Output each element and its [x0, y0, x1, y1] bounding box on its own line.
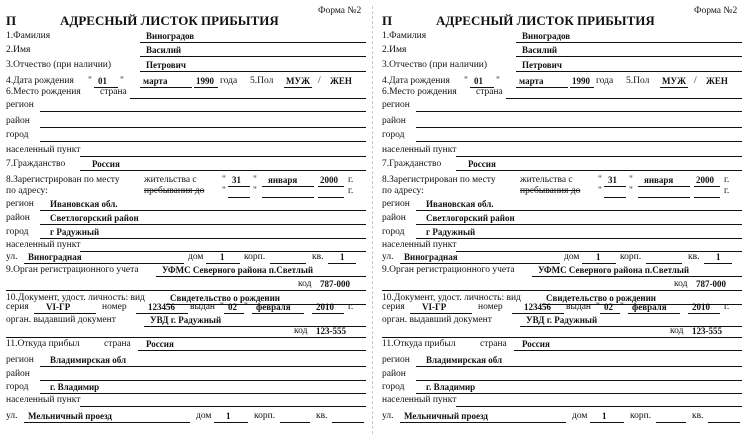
id-issue-year-line	[312, 313, 344, 314]
from-city-label: город	[382, 382, 405, 392]
birthplace-region-label: регион	[6, 100, 34, 110]
birthplace-settlement-line	[456, 156, 742, 157]
dob-month-value: марта	[519, 76, 544, 86]
birthplace-city-label: город	[382, 130, 405, 140]
id-issue-month-line	[628, 313, 680, 314]
stay-month-line	[638, 197, 690, 198]
stay-year-line	[318, 197, 344, 198]
reg-year-value: 2000	[320, 175, 338, 185]
birthplace-settlement-label: населенный пункт	[6, 145, 81, 155]
reg-district-label: район	[382, 213, 406, 223]
id-issued-label: выдан	[190, 302, 216, 312]
birthplace-region-line	[40, 111, 366, 112]
reg-house-label: дом	[564, 252, 580, 262]
dob-label: 4.Дата рождения	[6, 76, 74, 86]
birthplace-city-line	[416, 141, 742, 142]
from-street-label: ул.	[382, 411, 394, 421]
reg-street-line	[400, 263, 560, 264]
from-building-line	[280, 422, 310, 423]
birthplace-region-line	[416, 111, 742, 112]
stay-year-line	[694, 197, 720, 198]
id-issuer-code-line	[382, 337, 742, 338]
surname-line	[516, 42, 742, 43]
id-number-label: номер	[478, 302, 503, 312]
dob-quote-open: "	[464, 76, 468, 86]
id-issue-month-line	[252, 313, 304, 314]
reg-region-line	[416, 210, 742, 211]
reg-city-label: город	[6, 227, 29, 237]
stay-quote-close: "	[629, 186, 633, 196]
name-line	[140, 56, 366, 57]
stay-label: пребывания до	[144, 186, 205, 196]
citizenship-label: 7.Гражданство	[382, 159, 442, 169]
id-quote-open: "	[220, 302, 224, 312]
birthplace-region-label: регион	[382, 100, 410, 110]
reg-month-value: января	[268, 175, 298, 185]
from-building-label: корп.	[630, 411, 652, 421]
from-country-value: Россия	[146, 339, 174, 349]
dob-quote-close: "	[120, 76, 124, 86]
from-apartment-line	[708, 422, 740, 423]
stay-quote-close: "	[253, 186, 257, 196]
id-issuer-code-label: код	[670, 326, 684, 336]
citizenship-label: 7.Гражданство	[6, 159, 66, 169]
from-district-label: район	[6, 369, 30, 379]
sex-female-value: ЖЕН	[706, 76, 728, 86]
id-number-value: 123456	[148, 302, 175, 312]
reg-house-line	[582, 263, 616, 264]
from-apartment-line	[332, 422, 364, 423]
authority-code-line	[382, 290, 742, 291]
from-region-line	[40, 366, 366, 367]
reg-house-label: дом	[188, 252, 204, 262]
from-settlement-label: населенный пункт	[6, 395, 81, 405]
from-country-value: Россия	[522, 339, 550, 349]
dob-year-line	[194, 87, 218, 88]
id-issue-year-line	[688, 313, 720, 314]
reg-quote-close: "	[253, 175, 257, 185]
registered-label-line2: по адресу:	[382, 186, 424, 196]
from-country-label: страна	[104, 339, 131, 349]
birthplace-label: 6.Место рождения	[6, 87, 81, 97]
reg-month-line	[262, 186, 314, 187]
from-city-value: г. Владимир	[50, 382, 100, 392]
sex-male-line	[660, 87, 688, 88]
id-issue-year-label: г.	[348, 302, 354, 312]
birthplace-country-label: страна	[476, 87, 503, 97]
id-issue-day-line	[600, 313, 620, 314]
reg-apartment-line	[328, 263, 356, 264]
id-number-line	[136, 313, 188, 314]
reg-year-label: г.	[724, 175, 730, 185]
reg-quote-close: "	[629, 175, 633, 185]
reg-city-value: г Радужный	[50, 227, 100, 237]
birthplace-district-label: район	[382, 116, 406, 126]
from-street-line	[24, 422, 190, 423]
id-issue-month-value: февраля	[632, 302, 667, 312]
from-country-line	[138, 350, 366, 351]
stay-quote-open: "	[598, 186, 602, 196]
id-number-value: 123456	[524, 302, 551, 312]
id-quote-close: "	[244, 302, 248, 312]
form-number: Форма №2	[694, 6, 738, 16]
reg-street-value: Виноградная	[404, 252, 458, 262]
patronymic-label: 3.Отчество (при наличии)	[6, 60, 112, 70]
name-label: 2.Имя	[382, 45, 407, 55]
id-issuer-value: УВД г. Радужный	[526, 315, 598, 325]
reg-building-line	[270, 263, 306, 264]
residence-label: жительства с	[144, 175, 197, 185]
birthplace-settlement-label: населенный пункт	[382, 145, 457, 155]
stay-day-line	[604, 197, 626, 198]
from-city-value: г. Владимир	[426, 382, 476, 392]
reg-apartment-value: 1	[340, 252, 345, 262]
patronymic-value: Петрович	[146, 60, 186, 70]
arrived-from-label: 11.Откуда прибыл	[6, 339, 80, 349]
id-doc-label: 10.Документ, удост. личность: вид	[6, 293, 145, 303]
dob-day-value: 01	[474, 76, 483, 86]
dob-year-label: года	[596, 76, 614, 86]
sex-slash: /	[694, 76, 697, 86]
citizenship-value: Россия	[92, 159, 120, 169]
patronymic-line	[140, 71, 366, 72]
birthplace-district-line	[416, 127, 742, 128]
sex-female-value: ЖЕН	[330, 76, 352, 86]
authority-line	[156, 276, 366, 277]
sex-label: 5.Пол	[250, 76, 274, 86]
from-city-line	[416, 393, 742, 394]
id-issue-year-label: г.	[724, 302, 730, 312]
surname-value: Виноградов	[146, 31, 195, 41]
authority-code-line	[6, 290, 366, 291]
arrival-form-right	[376, 0, 748, 440]
authority-code-label: код	[674, 279, 688, 289]
authority-value: УФМС Северного района п.Светлый	[538, 265, 690, 275]
reg-district-label: район	[6, 213, 30, 223]
stay-month-line	[262, 197, 314, 198]
sex-label: 5.Пол	[626, 76, 650, 86]
reg-street-label: ул.	[382, 252, 394, 262]
id-issuer-code-value: 123-555	[316, 326, 346, 336]
reg-city-line	[416, 238, 742, 239]
reg-day-value: 31	[232, 175, 241, 185]
reg-settlement-label: населенный пункт	[382, 240, 457, 250]
from-apartment-label: кв.	[316, 411, 328, 421]
id-number-line	[512, 313, 564, 314]
id-series-label: серия	[382, 302, 405, 312]
birthplace-label: 6.Место рождения	[382, 87, 457, 97]
dob-label: 4.Дата рождения	[382, 76, 450, 86]
id-quote-open: "	[596, 302, 600, 312]
reg-house-value: 1	[220, 252, 225, 262]
reg-month-value: января	[644, 175, 674, 185]
id-issuer-label: орган. выдавший документ	[382, 315, 492, 325]
id-series-line	[34, 313, 96, 314]
from-street-label: ул.	[6, 411, 18, 421]
authority-code-value: 787-000	[696, 279, 726, 289]
reg-building-label: корп.	[244, 252, 266, 262]
arrival-form-left	[0, 0, 372, 440]
birthplace-district-label: район	[6, 116, 30, 126]
reg-year-label: г.	[348, 175, 354, 185]
stay-year-label: г.	[348, 186, 354, 196]
citizenship-value: Россия	[468, 159, 496, 169]
reg-quote-open: "	[598, 175, 602, 185]
id-doc-label: 10.Документ, удост. личность: вид	[382, 293, 521, 303]
reg-street-value: Виноградная	[28, 252, 82, 262]
residence-label: жительства с	[520, 175, 573, 185]
dob-quote-open: "	[88, 76, 92, 86]
id-issue-day-value: 02	[604, 302, 613, 312]
reg-apartment-label: кв.	[688, 252, 700, 262]
from-street-value: Мельничный проезд	[28, 411, 112, 421]
page-divider	[372, 6, 373, 434]
id-doc-value: Свидетельство о рождении	[546, 293, 656, 303]
id-issuer-value: УВД г. Радужный	[150, 315, 222, 325]
registered-label-line1: 8.Зарегистрирован по месту	[382, 175, 496, 185]
id-issuer-label: орган. выдавший документ	[6, 315, 116, 325]
id-issuer-code-line	[6, 337, 366, 338]
from-district-line	[416, 380, 742, 381]
form-letter: П	[6, 13, 17, 28]
form-number: Форма №2	[318, 6, 362, 16]
dob-month-line	[140, 87, 192, 88]
from-apartment-label: кв.	[692, 411, 704, 421]
authority-code-label: код	[298, 279, 312, 289]
from-region-value: Владимирская обл	[50, 355, 127, 365]
birthplace-country-line	[506, 98, 742, 99]
from-house-line	[214, 422, 248, 423]
patronymic-value: Петрович	[522, 60, 562, 70]
birthplace-settlement-line	[80, 156, 366, 157]
surname-label: 1.Фамилия	[6, 31, 51, 41]
surname-value: Виноградов	[522, 31, 571, 41]
reg-city-value: г Радужный	[426, 227, 476, 237]
id-series-value: VI-ГР	[422, 302, 447, 312]
form-letter: П	[382, 13, 393, 28]
reg-city-line	[40, 238, 366, 239]
id-series-value: VI-ГР	[46, 302, 71, 312]
from-district-label: район	[382, 369, 406, 379]
from-district-line	[40, 380, 366, 381]
citizenship-line	[80, 170, 366, 171]
reg-district-value: Светлогорский район	[426, 213, 515, 223]
authority-code-value: 787-000	[320, 279, 350, 289]
registered-label-line2: по адресу:	[6, 186, 48, 196]
name-value: Василий	[522, 45, 558, 55]
from-building-label: корп.	[254, 411, 276, 421]
authority-label: 9.Орган регистрационного учета	[6, 265, 139, 275]
reg-house-line	[206, 263, 240, 264]
id-issued-label: выдан	[566, 302, 592, 312]
from-city-line	[40, 393, 366, 394]
dob-year-label: года	[220, 76, 238, 86]
id-issue-day-value: 02	[228, 302, 237, 312]
reg-year-line	[318, 186, 344, 187]
id-series-line	[410, 313, 472, 314]
dob-year-line	[570, 87, 594, 88]
reg-quote-open: "	[222, 175, 226, 185]
reg-building-label: корп.	[620, 252, 642, 262]
from-country-label: страна	[480, 339, 507, 349]
reg-city-label: город	[382, 227, 405, 237]
id-issue-year-value: 2010	[316, 302, 334, 312]
from-region-label: регион	[6, 355, 34, 365]
from-house-line	[590, 422, 624, 423]
id-number-label: номер	[102, 302, 127, 312]
sex-male-value: МУЖ	[286, 76, 310, 86]
reg-region-line	[40, 210, 366, 211]
id-issue-day-line	[224, 313, 244, 314]
authority-label: 9.Орган регистрационного учета	[382, 265, 515, 275]
stay-label: пребывания до	[520, 186, 581, 196]
stay-year-label: г.	[724, 186, 730, 196]
from-house-label: дом	[572, 411, 588, 421]
birthplace-district-line	[40, 127, 366, 128]
from-region-label: регион	[382, 355, 410, 365]
reg-district-line	[416, 224, 742, 225]
reg-region-label: регион	[6, 199, 34, 209]
sex-male-value: МУЖ	[662, 76, 686, 86]
authority-line	[532, 276, 742, 277]
patronymic-line	[516, 71, 742, 72]
stay-day-line	[228, 197, 250, 198]
from-house-label: дом	[196, 411, 212, 421]
arrived-from-label: 11.Откуда прибыл	[382, 339, 456, 349]
from-street-value: Мельничный проезд	[404, 411, 488, 421]
birthplace-city-line	[40, 141, 366, 142]
dob-day-value: 01	[98, 76, 107, 86]
reg-month-line	[638, 186, 690, 187]
reg-district-value: Светлогорский район	[50, 213, 139, 223]
reg-region-value: Ивановская обл.	[50, 199, 118, 209]
reg-day-line	[228, 186, 250, 187]
reg-year-line	[694, 186, 720, 187]
from-house-value: 1	[226, 411, 231, 421]
reg-settlement-label: населенный пункт	[6, 240, 81, 250]
reg-region-value: Ивановская обл.	[426, 199, 494, 209]
stay-quote-open: "	[222, 186, 226, 196]
reg-apartment-value: 1	[716, 252, 721, 262]
from-settlement-line	[456, 406, 742, 407]
reg-building-line	[646, 263, 682, 264]
surname-line	[140, 42, 366, 43]
registered-label-line1: 8.Зарегистрирован по месту	[6, 175, 120, 185]
dob-month-value: марта	[143, 76, 168, 86]
from-region-value: Владимирская обл	[426, 355, 503, 365]
authority-value: УФМС Северного района п.Светлый	[162, 265, 314, 275]
from-building-line	[656, 422, 686, 423]
citizenship-line	[456, 170, 742, 171]
from-city-label: город	[6, 382, 29, 392]
dob-year-value: 1990	[572, 76, 590, 86]
name-value: Василий	[146, 45, 182, 55]
name-label: 2.Имя	[6, 45, 31, 55]
from-street-line	[400, 422, 566, 423]
from-region-line	[416, 366, 742, 367]
reg-district-line	[40, 224, 366, 225]
reg-day-line	[604, 186, 626, 187]
form-title: АДРЕСНЫЙ ЛИСТОК ПРИБЫТИЯ	[436, 13, 655, 28]
dob-month-line	[516, 87, 568, 88]
reg-apartment-label: кв.	[312, 252, 324, 262]
from-country-line	[514, 350, 742, 351]
id-issuer-code-label: код	[294, 326, 308, 336]
sex-slash: /	[318, 76, 321, 86]
reg-street-line	[24, 263, 184, 264]
id-issue-year-value: 2010	[692, 302, 710, 312]
reg-apartment-line	[704, 263, 732, 264]
reg-street-label: ул.	[6, 252, 18, 262]
reg-house-value: 1	[596, 252, 601, 262]
birthplace-country-line	[130, 98, 366, 99]
surname-label: 1.Фамилия	[382, 31, 427, 41]
id-series-label: серия	[6, 302, 29, 312]
dob-year-value: 1990	[196, 76, 214, 86]
reg-day-value: 31	[608, 175, 617, 185]
sex-male-line	[284, 87, 312, 88]
id-issuer-code-value: 123-555	[692, 326, 722, 336]
form-title: АДРЕСНЫЙ ЛИСТОК ПРИБЫТИЯ	[60, 13, 279, 28]
id-quote-close: "	[620, 302, 624, 312]
birthplace-country-label: страна	[100, 87, 127, 97]
reg-year-value: 2000	[696, 175, 714, 185]
from-settlement-line	[80, 406, 366, 407]
dob-quote-close: "	[496, 76, 500, 86]
from-house-value: 1	[602, 411, 607, 421]
id-issue-month-value: февраля	[256, 302, 291, 312]
from-settlement-label: населенный пункт	[382, 395, 457, 405]
name-line	[516, 56, 742, 57]
patronymic-label: 3.Отчество (при наличии)	[382, 60, 488, 70]
id-doc-value: Свидетельство о рождении	[170, 293, 280, 303]
birthplace-city-label: город	[6, 130, 29, 140]
reg-region-label: регион	[382, 199, 410, 209]
